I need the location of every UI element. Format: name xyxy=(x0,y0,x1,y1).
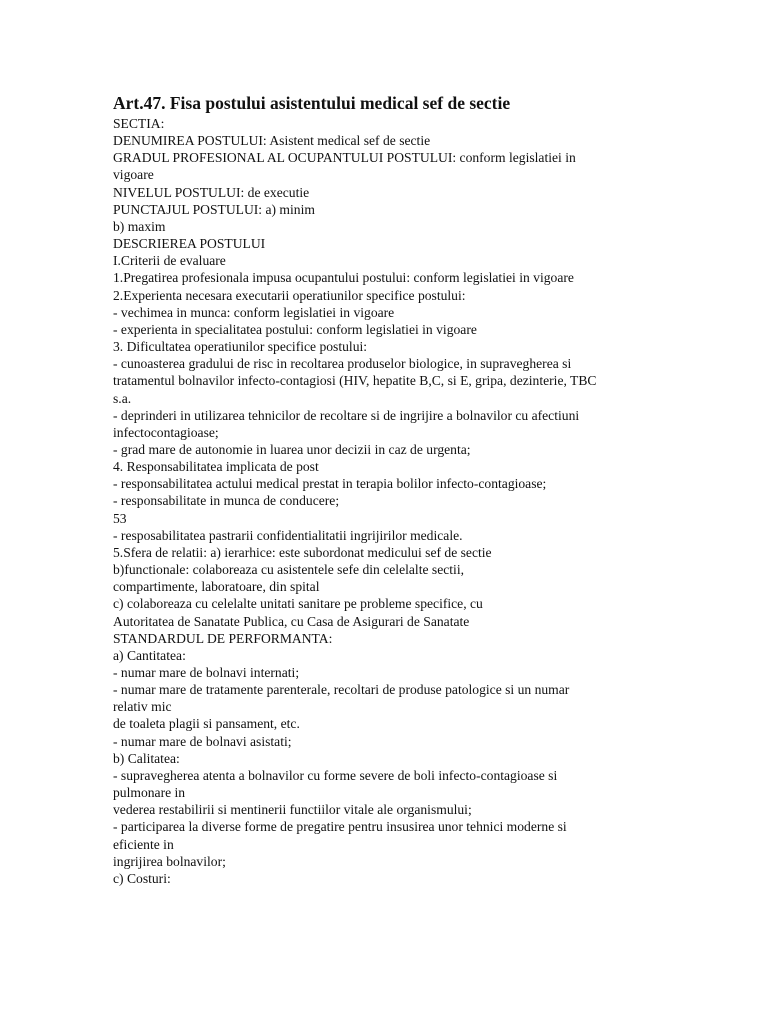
text-line: - deprinderi in utilizarea tehnicilor de recoltare si de ingrijire a bolnavilor cu afectiuni xyxy=(113,407,580,423)
text-line: 3. Dificultatea operatiunilor specifice postului: xyxy=(113,339,368,355)
text-line: DESCRIEREA POSTULUI xyxy=(113,236,266,252)
text-line: c) Costuri: xyxy=(113,870,171,886)
text-line: - numar mare de tratamente parenterale, recoltari de produse patologice si un numar xyxy=(113,682,570,698)
text-line: compartimente, laboratoare, din spital xyxy=(113,579,320,595)
text-line: DENUMIREA POSTULUI: Asistent medical sef de sectie xyxy=(113,133,431,149)
text-line: vederea restabilirii si mentinerii functiilor vitale ale organismului; xyxy=(113,802,472,818)
text-line: pulmonare in xyxy=(113,785,186,801)
text-line: PUNCTAJUL POSTULUI: a) minim xyxy=(113,201,315,217)
text-line: 4. Responsabilitatea implicata de post xyxy=(113,459,319,475)
text-line: - grad mare de autonomie in luarea unor decizii in caz de urgenta; xyxy=(113,441,471,457)
text-line: 2.Experienta necesara executarii operatiunilor specifice postului: xyxy=(113,287,466,303)
text-line: NIVELUL POSTULUI: de executie xyxy=(113,184,310,200)
text-line: STANDARDUL DE PERFORMANTA: xyxy=(113,630,333,646)
document-body xyxy=(113,115,643,887)
text-line: - experienta in specialitatea postului: conform legislatiei in vigoare xyxy=(113,321,477,337)
text-line: 1.Pregatirea profesionala impusa ocupantului postului: conform legislatiei in vigoare xyxy=(113,270,574,286)
text-line: b) Calitatea: xyxy=(113,750,180,766)
text-line: vigoare xyxy=(113,167,154,183)
text-line: - cunoasterea gradului de risc in recoltarea produselor biologice, in supravegherea si xyxy=(113,356,572,372)
document-page xyxy=(113,92,643,887)
text-line: a) Cantitatea: xyxy=(113,647,186,663)
text-line: Autoritatea de Sanatate Publica, cu Casa de Asigurari de Sanatate xyxy=(113,613,470,629)
text-line: - responsabilitate in munca de conducere; xyxy=(113,493,340,509)
text-line: b)functionale: colaboreaza cu asistentele sefe din celelalte sectii, xyxy=(113,562,464,578)
text-line: GRADUL PROFESIONAL AL OCUPANTULUI POSTULUI: conform legislatiei in xyxy=(113,150,576,166)
text-line: - numar mare de bolnavi asistati; xyxy=(113,733,292,749)
text-line: I.Criterii de evaluare xyxy=(113,253,226,269)
text-line: 53 xyxy=(113,510,127,526)
text-line: ingrijirea bolnavilor; xyxy=(113,853,226,869)
text-line: infectocontagioase; xyxy=(113,424,219,440)
document-title: Art.47. Fisa postului asistentului medical sef de sectie xyxy=(113,93,511,113)
text-line: tratamentul bolnavilor infecto-contagiosi (HIV, hepatite B,C, si E, gripa, dezinterie, TBC xyxy=(113,373,597,389)
text-line: - supravegherea atenta a bolnavilor cu forme severe de boli infecto-contagioase si xyxy=(113,767,558,783)
text-line: - participarea la diverse forme de pregatire pentru insusirea unor tehnici moderne si xyxy=(113,819,567,835)
text-line: - numar mare de bolnavi internati; xyxy=(113,665,300,680)
text-line: SECTIA: xyxy=(113,116,165,131)
text-line: - resposabilitatea pastrarii confidentialitatii ingrijirilor medicale. xyxy=(113,527,463,543)
text-line: relativ mic xyxy=(113,699,172,715)
text-line: de toaleta plagii si pansament, etc. xyxy=(113,716,300,732)
text-line: - vechimea in munca: conform legislatiei in vigoare xyxy=(113,304,395,320)
text-line: eficiente in xyxy=(113,836,174,852)
text-line: c) colaboreaza cu celelalte unitati sanitare pe probleme specifice, cu xyxy=(113,596,483,612)
text-line: - responsabilitatea actului medical prestat in terapia bolilor infecto-contagioase; xyxy=(113,476,547,492)
text-line: 5.Sfera de relatii: a) ierarhice: este subordonat medicului sef de sectie xyxy=(113,544,492,560)
text-line: s.a. xyxy=(113,390,132,406)
text-line: b) maxim xyxy=(113,218,166,234)
